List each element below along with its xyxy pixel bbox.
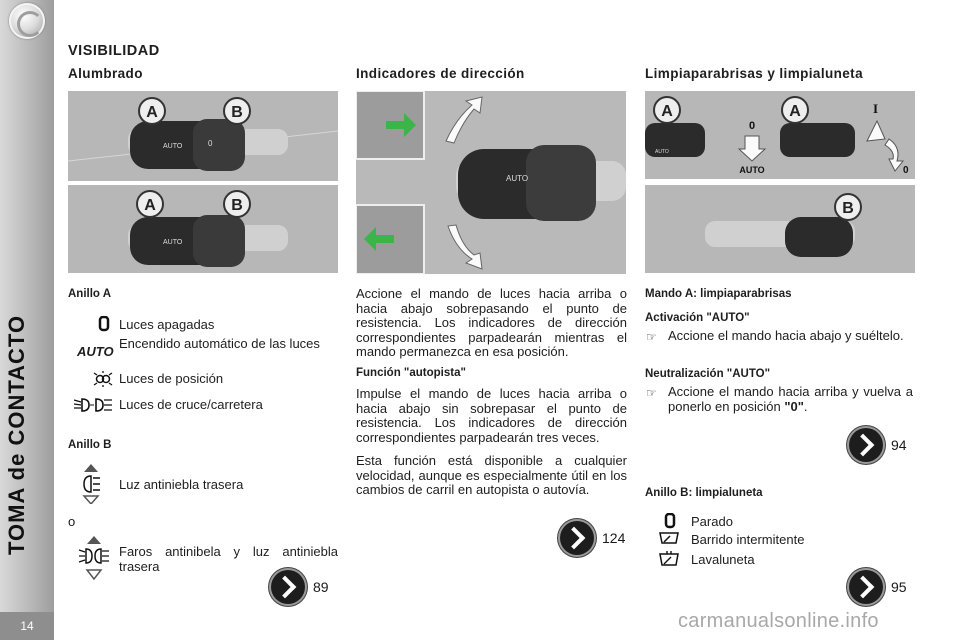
svg-text:0: 0 bbox=[208, 139, 213, 148]
ring-a-label: Anillo A bbox=[68, 288, 112, 300]
activacion-text: Accione el mando hacia abajo y suéltelo. bbox=[668, 328, 904, 343]
turn-signal-image bbox=[356, 91, 626, 274]
watermark: carmanualsonline.info bbox=[678, 610, 879, 632]
page-number: 14 bbox=[0, 612, 54, 640]
turn-signal-paragraph-1: Accione el mando de luces hacia arriba o hacia abajo sobrepasando el punto de resistencia. Los indicadores de dirección correspondientes parpadearán mientras el mando permanezca en esa posición. bbox=[356, 286, 627, 359]
svg-text:AUTO: AUTO bbox=[163, 239, 183, 246]
turn-signal-paragraph-2: Impulse el mando de luces hacia arriba o hacia abajo sin sobrepasar el punto de resistencia. Los indicadores de dirección correspondientes parpadearán tres veces. bbox=[356, 386, 627, 445]
autopista-heading: Función "autopista" bbox=[356, 367, 466, 379]
image-label: A bbox=[146, 104, 158, 121]
wiper-item: Parado bbox=[691, 514, 733, 529]
ring-a-item: Encendido automático de las luces bbox=[119, 336, 320, 351]
or-text: o bbox=[68, 514, 76, 529]
light-stalk-image-1 bbox=[68, 91, 338, 181]
dipped-main-beam-icon bbox=[72, 397, 114, 418]
limpia-title: Limpiaparabrisas y limpialuneta bbox=[645, 66, 863, 81]
neutralizacion-text: Accione el mando hacia arriba y vuelva a ponerlo en posición "0". bbox=[668, 384, 913, 414]
ring-b-label: Anillo B bbox=[68, 439, 112, 451]
light-stalk-image-2 bbox=[68, 185, 338, 273]
page-ref-124[interactable] bbox=[560, 521, 625, 555]
anillo-b-label: Anillo B: limpialuneta bbox=[645, 487, 763, 499]
svg-text:AUTO: AUTO bbox=[163, 143, 183, 150]
ring-a-item: Luces apagadas bbox=[119, 317, 215, 332]
ring-a-item: Luces de cruce/carretera bbox=[119, 397, 263, 412]
bullet-icon: ☞ bbox=[646, 330, 657, 344]
section-title: VISIBILIDAD bbox=[68, 43, 160, 59]
ring-b-item: Faros antinibela y luz antiniebla trasera bbox=[119, 544, 338, 574]
indicadores-title: Indicadores de dirección bbox=[356, 66, 525, 81]
arrow-right-icon bbox=[849, 428, 883, 462]
wiper-stalk-image-1 bbox=[645, 91, 915, 179]
svg-text:AUTO: AUTO bbox=[655, 149, 669, 155]
position-lights-icon bbox=[93, 370, 113, 393]
intermittent-wipe-icon bbox=[658, 531, 680, 552]
image-label: A bbox=[661, 103, 673, 120]
rear-fog-icon bbox=[80, 464, 102, 509]
image-label: B bbox=[231, 104, 243, 121]
front-rear-fog-icon bbox=[77, 536, 111, 585]
ring-a-item: Luces de posición bbox=[119, 371, 224, 386]
zero-position-icon bbox=[98, 316, 110, 337]
image-label: 0 bbox=[748, 120, 756, 132]
image-label: A bbox=[789, 103, 801, 120]
image-label: A bbox=[144, 197, 156, 214]
brand-logo bbox=[9, 3, 45, 39]
image-label: AUTO bbox=[739, 165, 765, 175]
activacion-heading: Activación "AUTO" bbox=[645, 312, 750, 324]
ref-number: 89 bbox=[313, 579, 329, 595]
ref-number: 124 bbox=[602, 530, 626, 546]
wiper-stalk-image-2 bbox=[645, 185, 915, 273]
ref-number: 95 bbox=[891, 579, 907, 595]
neutralizacion-heading: Neutralización "AUTO" bbox=[645, 368, 771, 380]
bullet-icon: ☞ bbox=[646, 386, 657, 400]
ring-b-item: Luz antiniebla trasera bbox=[119, 477, 244, 492]
arrow-right-icon bbox=[271, 570, 305, 604]
image-label: I bbox=[873, 101, 879, 116]
wiper-item: Lavaluneta bbox=[691, 552, 755, 567]
rear-washer-icon bbox=[658, 550, 680, 573]
mando-a-label: Mando A: limpiaparabrisas bbox=[645, 288, 792, 300]
page-ref-94[interactable] bbox=[849, 428, 907, 462]
sidebar: TOMA de CONTACTO 14 bbox=[0, 0, 54, 640]
wiper-item: Barrido intermitente bbox=[691, 532, 805, 547]
page-ref-95[interactable] bbox=[849, 570, 907, 604]
arrow-right-icon bbox=[849, 570, 883, 604]
image-label: B bbox=[842, 200, 854, 217]
image-label: B bbox=[231, 197, 243, 214]
auto-icon: AUTO bbox=[77, 344, 114, 359]
page-ref-89[interactable] bbox=[271, 570, 329, 604]
turn-signal-paragraph-3: Esta función está disponible a cualquier velocidad, aunque es especialmente útil en los cambios de carril en autopista o autovía. bbox=[356, 453, 627, 497]
alumbrado-title: Alumbrado bbox=[68, 66, 143, 81]
ref-number: 94 bbox=[891, 437, 907, 453]
arrow-right-icon bbox=[560, 521, 594, 555]
svg-text:AUTO: AUTO bbox=[506, 174, 529, 183]
image-label: 0 bbox=[903, 165, 909, 176]
